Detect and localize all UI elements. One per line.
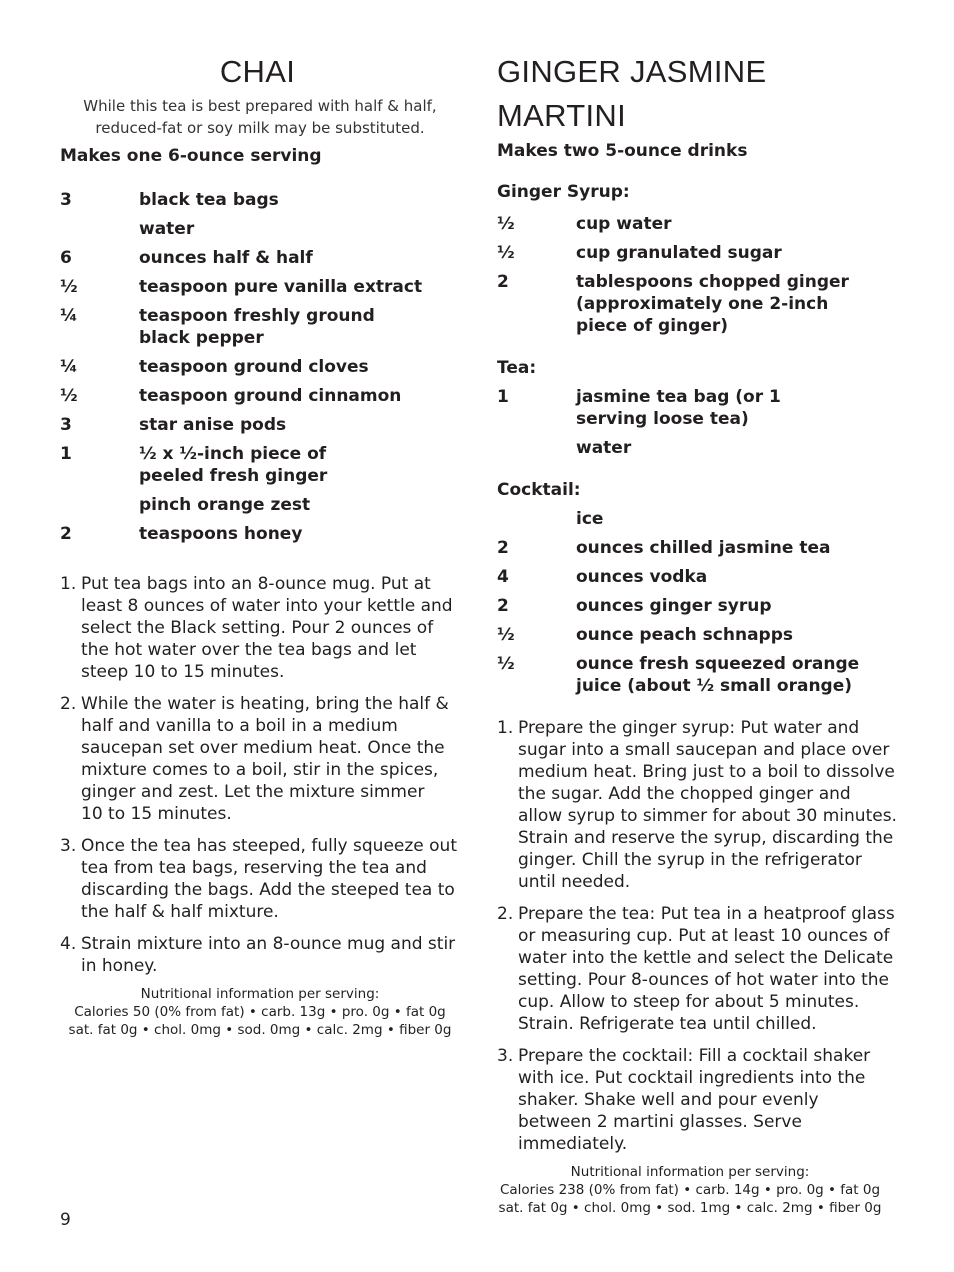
ingredient-row <box>497 566 897 588</box>
ingredient-text: ounce peach schnapps <box>576 625 794 645</box>
ingredient-qty: 3 <box>60 190 72 210</box>
ingredient-text: ice <box>576 509 604 529</box>
ingredient-qty <box>497 508 576 530</box>
step-text: Prepare the ginger syrup: Put water and sugar into a small saucepan and place over medium heat. Bring just to a boil to dissolve the sugar. Add the chopped ginger and allow syrup to simmer for about 30 minutes. Strain and reserve the syrup, discarding the ginger. Chill the syrup in the refrigerator until needed. <box>518 718 897 892</box>
ingredient-qty: 3 <box>60 415 72 435</box>
ingredient-text: ounce fresh squeezed orange juice (about ½ small orange) <box>576 654 860 696</box>
ingredient-row <box>497 624 897 646</box>
chai-intro-line: reduced-fat or soy milk may be substituted. <box>95 119 425 137</box>
ingredient-text: water <box>576 438 632 458</box>
ingredient-qty: ½ <box>497 654 515 674</box>
ingredient-row <box>60 276 460 298</box>
ingredient-row <box>60 218 460 240</box>
ingredient-row <box>60 414 460 436</box>
ingredient-qty: ½ <box>60 386 78 406</box>
ingredient-text: teaspoon freshly ground black pepper <box>139 306 375 348</box>
chai-title: CHAI <box>219 54 296 89</box>
ingredient-text: ounces chilled jasmine tea <box>576 538 831 558</box>
ingredient-qty: 2 <box>497 272 509 292</box>
ingredient-text: cup water <box>576 214 672 234</box>
ingredient-row <box>497 213 897 235</box>
page-number: 9 <box>60 1210 71 1230</box>
ingredient-qty: 1 <box>497 387 509 407</box>
step-text: Put tea bags into an 8-ounce mug. Put at least 8 ounces of water into your kettle and select the Black setting. Pour 2 ounces of the hot water over the tea bags and let steep 10 to 15 minutes. <box>81 574 453 682</box>
ingredient-row <box>497 653 897 697</box>
nutrition-line: Calories 238 (0% from fat) • carb. 14g • pro. 0g • fat 0g <box>499 1182 881 1198</box>
ingredient-text: ½ x ½-inch piece of peeled fresh ginger <box>139 444 328 486</box>
ingredient-row <box>497 386 897 430</box>
ingredient-qty <box>60 218 139 240</box>
chai-nutrition <box>60 985 460 1039</box>
martini-steps <box>497 717 897 1155</box>
cocktail-heading: Cocktail: <box>497 480 581 500</box>
ingredient-row <box>60 523 460 545</box>
step-text: Once the tea has steeped, fully squeeze out tea from tea bags, reserving the tea and discarding the bags. Add the steeped tea to the half & half mixture. <box>81 836 457 922</box>
step-item <box>60 933 460 977</box>
ingredient-text: ounces ginger syrup <box>576 596 772 616</box>
ingredient-text: pinch orange zest <box>139 495 311 515</box>
martini-recipe <box>497 50 897 1217</box>
step-number: 2. <box>60 694 77 714</box>
ingredient-row <box>60 494 460 516</box>
ingredient-qty: ¼ <box>60 306 78 326</box>
ingredient-text: jasmine tea bag (or 1 serving loose tea) <box>576 387 781 429</box>
ingredient-text: black tea bags <box>139 190 279 210</box>
ingredient-qty: ½ <box>497 625 515 645</box>
step-item <box>60 693 460 825</box>
chai-yield: Makes one 6-ounce serving <box>60 146 322 166</box>
nutrition-heading: Nutritional information per serving: <box>570 1164 810 1180</box>
ingredient-qty <box>60 494 139 516</box>
step-text: Prepare the tea: Put tea in a heatproof glass or measuring cup. Put at least 10 ounces of water into the kettle and select the Delicate setting. Pour 8-ounces of hot water into the cup. Allow to steep for about 5 minutes. Strain. Refrigerate tea until chilled. <box>518 904 895 1034</box>
tea-heading: Tea: <box>497 358 537 378</box>
ingredient-row <box>497 537 897 559</box>
step-number: 3. <box>60 836 77 856</box>
ingredient-qty: ½ <box>60 277 78 297</box>
ingredient-row <box>60 385 460 407</box>
martini-title: GINGER JASMINE MARTINI <box>497 54 767 133</box>
ingredient-qty: 2 <box>497 538 509 558</box>
chai-steps <box>60 573 460 977</box>
step-text: Prepare the cocktail: Fill a cocktail shaker with ice. Put cocktail ingredients into the shaker. Shake well and pour evenly between 2 martini glasses. Serve immediately. <box>518 1046 871 1154</box>
ingredient-row <box>60 356 460 378</box>
ingredient-qty: 2 <box>60 524 72 544</box>
ingredient-qty: 1 <box>60 444 72 464</box>
ingredient-qty <box>497 437 576 459</box>
step-item <box>497 903 897 1035</box>
ingredient-row <box>60 189 460 211</box>
ingredient-text: ounces half & half <box>139 248 313 268</box>
ingredient-qty: 4 <box>497 567 509 587</box>
ingredient-qty: 2 <box>497 596 509 616</box>
ingredient-text: water <box>139 219 195 239</box>
ingredient-row <box>497 595 897 617</box>
syrup-ingredient-list <box>497 213 897 337</box>
step-number: 2. <box>497 904 514 924</box>
cocktail-ingredient-list <box>497 508 897 697</box>
nutrition-heading: Nutritional information per serving: <box>140 986 380 1002</box>
nutrition-line: sat. fat 0g • chol. 0mg • sod. 1mg • calc. 2mg • fiber 0g <box>498 1200 882 1216</box>
step-item <box>60 573 460 683</box>
step-number: 1. <box>497 718 514 738</box>
martini-yield: Makes two 5-ounce drinks <box>497 141 748 161</box>
ingredient-row <box>60 443 460 487</box>
ingredient-text: ounces vodka <box>576 567 708 587</box>
step-item <box>497 1045 897 1155</box>
step-item <box>497 717 897 893</box>
step-number: 4. <box>60 934 77 954</box>
chai-ingredient-list <box>60 189 460 545</box>
ingredient-row <box>497 271 897 337</box>
ingredient-row <box>60 305 460 349</box>
ingredient-row <box>497 437 897 459</box>
ingredient-qty: ¼ <box>60 357 78 377</box>
ingredient-text: cup granulated sugar <box>576 243 782 263</box>
step-text: While the water is heating, bring the half & half and vanilla to a boil in a medium saucepan set over medium heat. Once the mixture comes to a boil, stir in the spices, ginger and zest. Let the mixture simmer 10 to 15 minutes. <box>81 694 449 824</box>
ingredient-text: teaspoons honey <box>139 524 303 544</box>
nutrition-line: Calories 50 (0% from fat) • carb. 13g • pro. 0g • fat 0g <box>74 1004 446 1020</box>
ingredient-text: tablespoons chopped ginger (approximately one 2-inch piece of ginger) <box>576 272 849 336</box>
martini-nutrition <box>497 1163 883 1217</box>
ingredient-qty: 6 <box>60 248 72 268</box>
ingredient-row <box>497 242 897 264</box>
chai-recipe <box>60 50 460 1039</box>
ingredient-qty: ½ <box>497 214 515 234</box>
step-number: 1. <box>60 574 77 594</box>
ingredient-qty: ½ <box>497 243 515 263</box>
ingredient-row <box>60 247 460 269</box>
chai-intro-line: While this tea is best prepared with half & half, <box>83 97 437 115</box>
ingredient-text: teaspoon ground cloves <box>139 357 369 377</box>
syrup-heading: Ginger Syrup: <box>497 182 630 202</box>
nutrition-line: sat. fat 0g • chol. 0mg • sod. 0mg • calc. 2mg • fiber 0g <box>68 1022 452 1038</box>
ingredient-row <box>497 508 897 530</box>
ingredient-text: teaspoon pure vanilla extract <box>139 277 423 297</box>
ingredient-text: teaspoon ground cinnamon <box>139 386 402 406</box>
ingredient-text: star anise pods <box>139 415 287 435</box>
tea-ingredient-list <box>497 386 897 459</box>
chai-intro <box>60 95 460 139</box>
step-item <box>60 835 460 923</box>
step-text: Strain mixture into an 8-ounce mug and stir in honey. <box>81 934 456 976</box>
step-number: 3. <box>497 1046 514 1066</box>
